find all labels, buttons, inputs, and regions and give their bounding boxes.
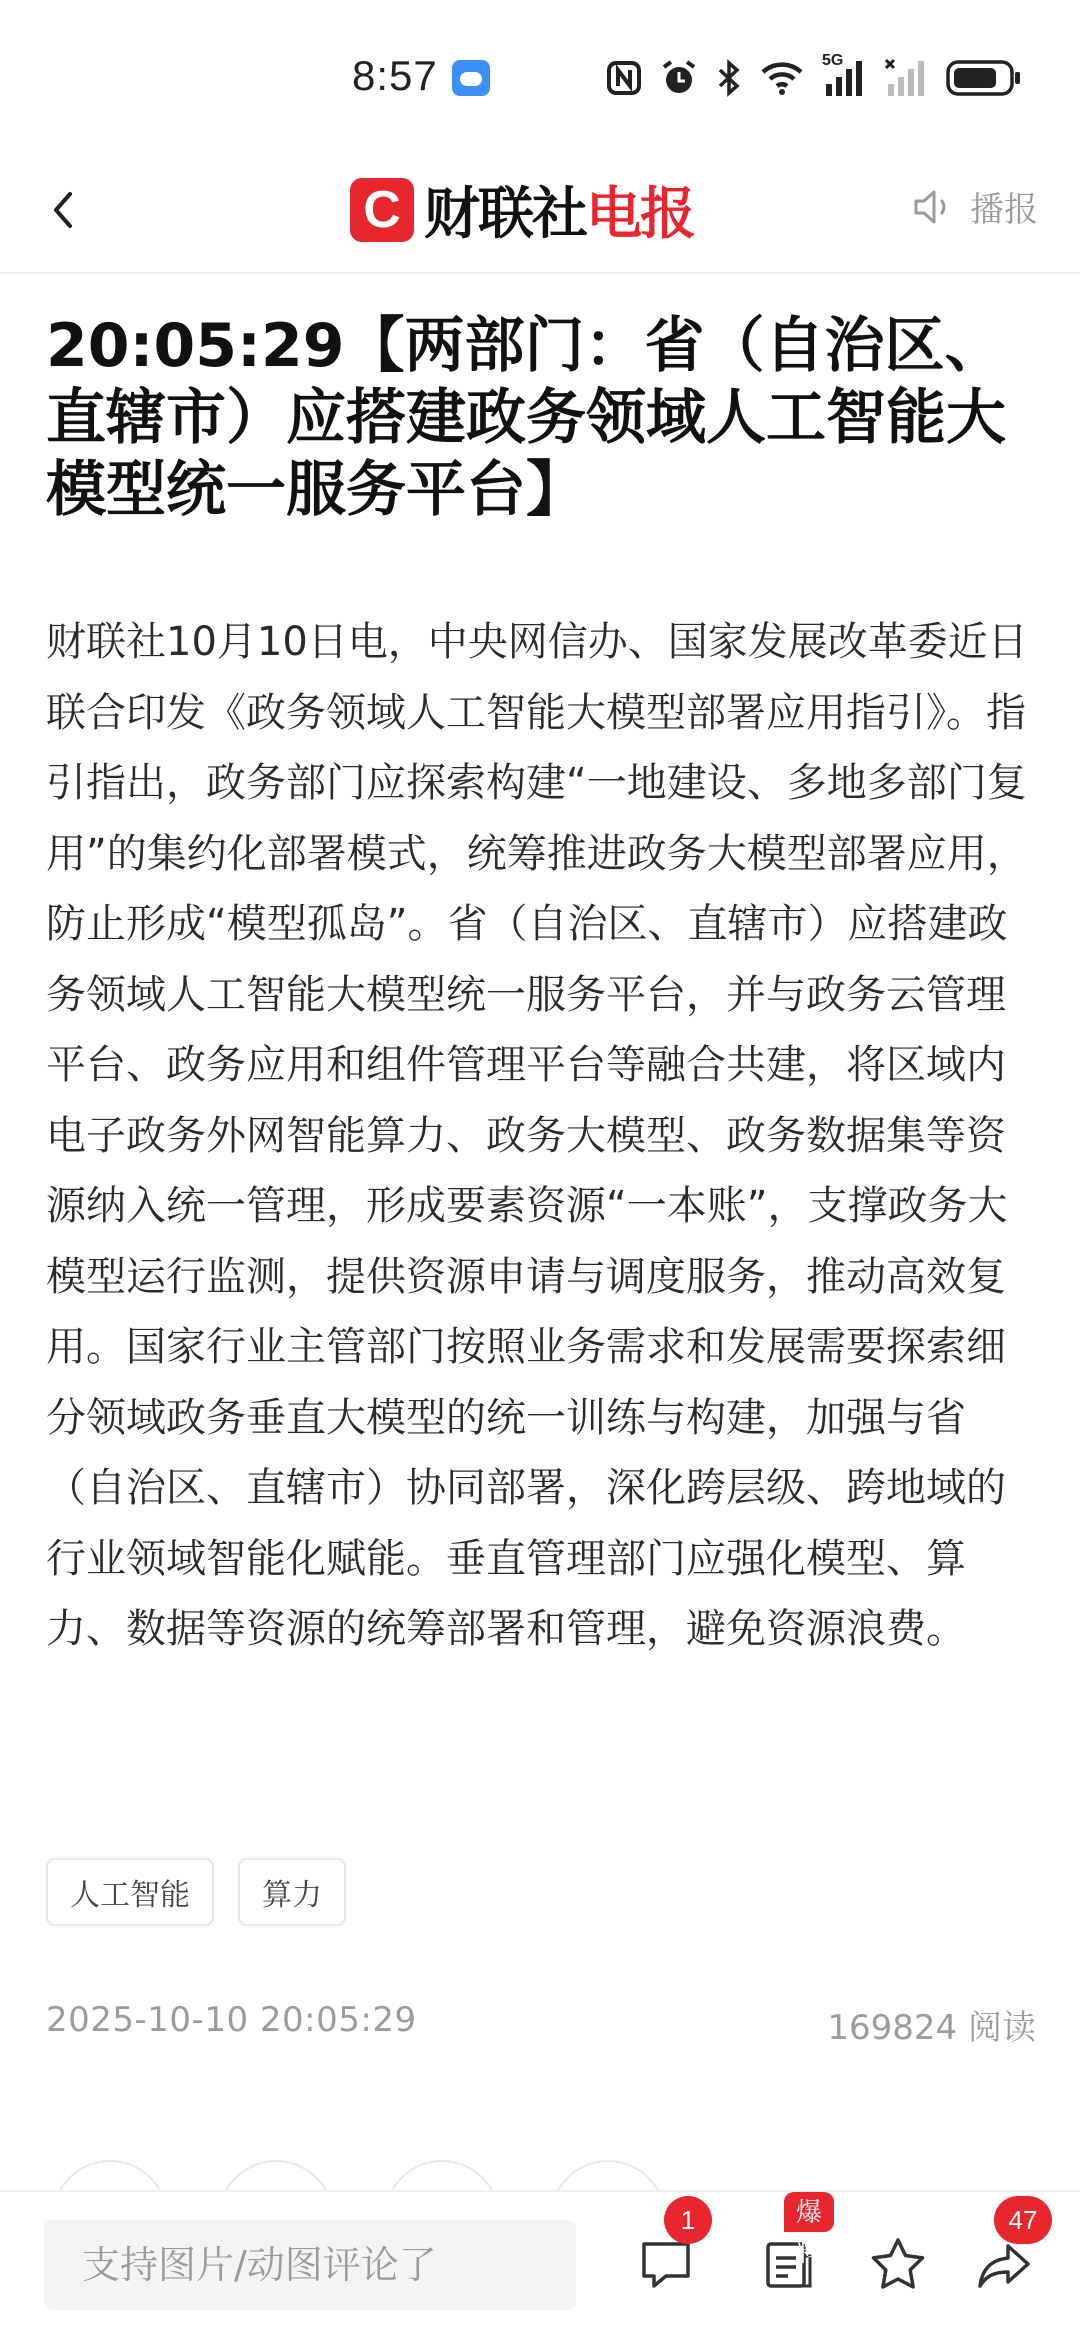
speaker-icon: [912, 187, 956, 227]
logo-text-telegram: 电报: [586, 182, 694, 247]
bluetooth-icon: [716, 59, 742, 97]
network-label: 5G: [822, 52, 844, 69]
comment-count-badge: 1: [664, 2196, 712, 2244]
comment-button[interactable]: [634, 2205, 698, 2296]
share-count-badge: 47: [994, 2196, 1052, 2244]
signal-5g-icon: [822, 52, 866, 98]
article-meta: [46, 2000, 1036, 2050]
share-button[interactable]: [972, 2205, 1038, 2296]
logo-text-brand: 财联社: [424, 182, 586, 247]
favorite-button[interactable]: [866, 2232, 930, 2296]
status-icons: [606, 52, 1022, 100]
signal-icon: [884, 58, 928, 98]
tag-computing-power[interactable]: 算力: [238, 1858, 346, 1926]
publish-date: 2025-10-10 20:05:29: [46, 2000, 417, 2040]
nfc-icon: [606, 60, 642, 96]
bottom-action-bar: [0, 2190, 1080, 2342]
weather-icon: [452, 60, 490, 96]
report-button[interactable]: [756, 2197, 823, 2296]
top-nav-bar: [0, 150, 1080, 274]
status-bar: [0, 0, 1080, 150]
alarm-icon: [660, 59, 698, 97]
broadcast-label: 播报: [970, 190, 1038, 230]
report-label-badge: 爆料: [784, 2192, 834, 2232]
battery-icon: [946, 59, 1022, 97]
status-time: 8:57: [352, 52, 438, 99]
app-logo: [350, 172, 694, 248]
logo-mark-icon: [350, 178, 414, 242]
tag-ai[interactable]: 人工智能: [46, 1858, 214, 1926]
star-icon: [866, 2232, 930, 2296]
article-title: 20:05:29【两部门：省（自治区、直辖市）应搭建政务领域人工智能大模型统一服务平台】: [46, 311, 1006, 525]
comment-input[interactable]: 支持图片/动图评论了: [44, 2220, 576, 2310]
wifi-icon: [760, 60, 804, 96]
chevron-left-icon: [36, 180, 96, 240]
broadcast-button[interactable]: [912, 182, 1038, 231]
back-button[interactable]: [36, 180, 96, 240]
view-count: 169824 阅读: [827, 2008, 1036, 2048]
tag-list: [46, 1858, 346, 1926]
article-body: 财联社10月10日电，中央网信办、国家发展改革委近日联合印发《政务领域人工智能大模型部署应用指引》。指引指出，政务部门应探索构建“一地建设、多地多部门复用”的集约化部署模式，统筹推进政务大模型部署应用，防止形成“模型孤岛”。省（自治区、直辖市）应搭建政务领域人工智能大模型统一服务平台，并与政务云管理平台、政务应用和组件管理平台等融合共建，将区域内电子政务外网智能算力、政务大模型、政务数据集等资源纳入统一管理，形成要素资源“一本账”，支撑政务大模型运行监测，提供资源申请与调度服务，推动高效复用。国家行业主管部门按照业务需求和发展需要探索细分领域政务垂直大模型的统一训练与构建，加强与省（自治区、直辖市）协同部署，深化跨层级、跨地域的行业领域智能化赋能。垂直管理部门应强化模型、算力、数据等资源的统筹部署和管理，避免资源浪费。: [46, 619, 1028, 1652]
